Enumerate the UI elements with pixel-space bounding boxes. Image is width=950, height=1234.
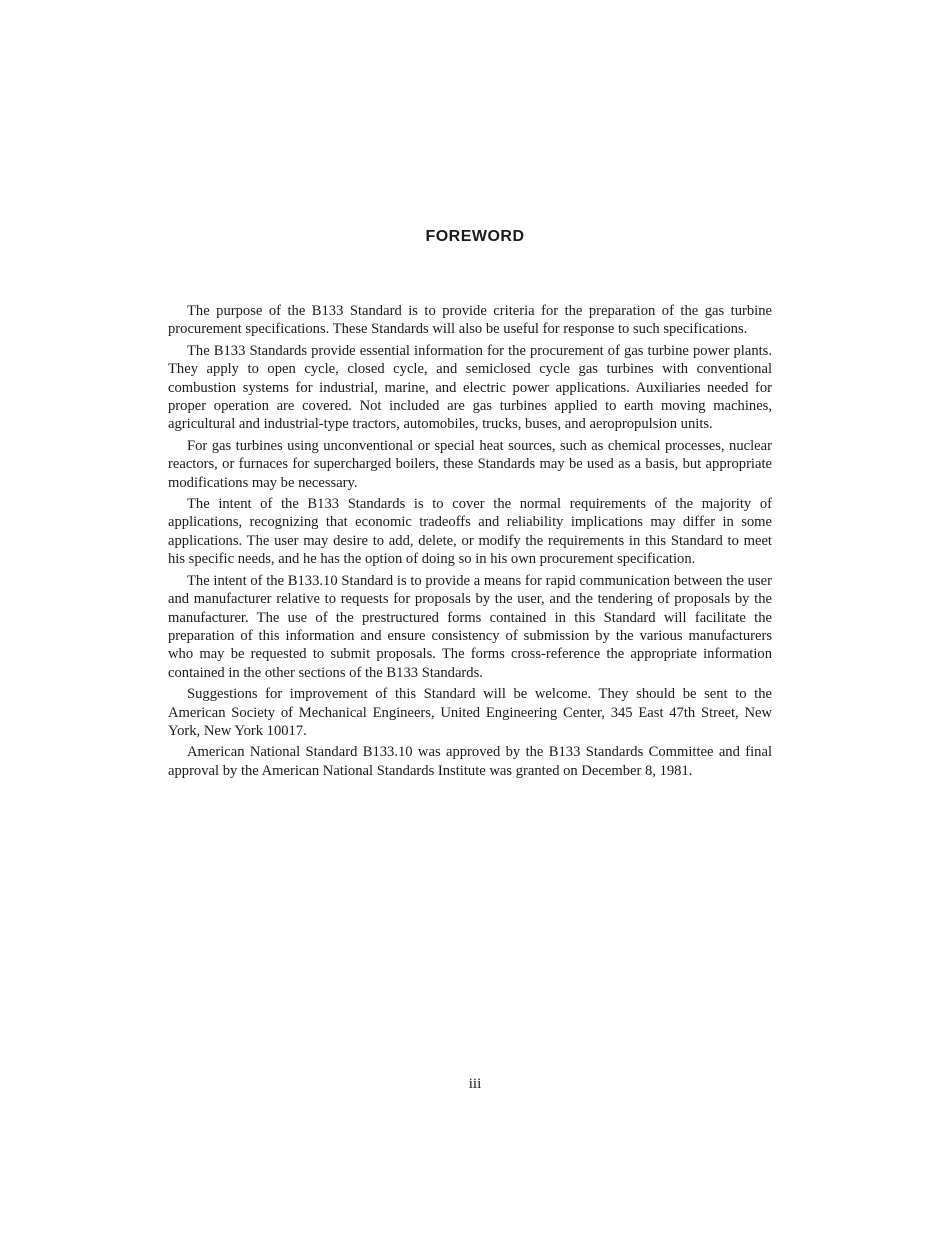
paragraph-special-heat-sources: For gas turbines using unconventional or special heat sources, such as chemical processes, nuclear reactors, or furnaces for supercharged boilers, these Standards may be used as a basis, but appropriate modifications may be necessary. bbox=[168, 437, 772, 491]
paragraph-scope: The B133 Standards provide essential information for the procurement of gas turbine power plants. They apply to open cycle, closed cycle, and semiclosed cycle gas turbines with conventional combustion systems for industrial, marine, and electric power applications. Auxiliaries needed for proper operation are covered. Not included are gas turbines applied to earth moving machines, agricultural and industrial-type tractors, automobiles, trucks, buses, and aeropropulsion units. bbox=[168, 342, 772, 433]
foreword-body bbox=[168, 302, 772, 783]
paragraph-intent-b133-10: The intent of the B133.10 Standard is to provide a means for rapid communication between the user and manufacturer relative to requests for proposals by the user, and the tendering of proposals by the manufacturer. The use of the prestructured forms contained in this Standard will facilitate the preparation of this information and ensure consistency of submission by the various manufacturers who may be requested to submit proposals. The forms cross-reference the appropriate information contained in the other sections of the B133 Standards. bbox=[168, 572, 772, 681]
paragraph-suggestions: Suggestions for improvement of this Standard will be welcome. They should be sent to the American Society of Mechanical Engineers, United Engineering Center, 345 East 47th Street, New York, New York 10017. bbox=[168, 686, 772, 739]
paragraph-intent-b133: The intent of the B133 Standards is to cover the normal requirements of the majority of applications, recognizing that economic tradeoffs and reliability implications may differ in some applications. The user may desire to add, delete, or modify the requirements in this Standard to meet his specific needs, and he has the option of doing so in his own procurement specification. bbox=[168, 496, 772, 568]
page-title: FOREWORD bbox=[425, 228, 525, 245]
paragraph-approval: American National Standard B133.10 was approved by the B133 Standards Committee and final approval by the American National Standards Institute was granted on December 8, 1981. bbox=[168, 744, 772, 779]
page-number: iii bbox=[468, 1076, 482, 1092]
paragraph-purpose: The purpose of the B133 Standard is to provide criteria for the preparation of the gas turbine procurement specifications. These Standards will also be useful for response to such specifications. bbox=[168, 303, 772, 338]
